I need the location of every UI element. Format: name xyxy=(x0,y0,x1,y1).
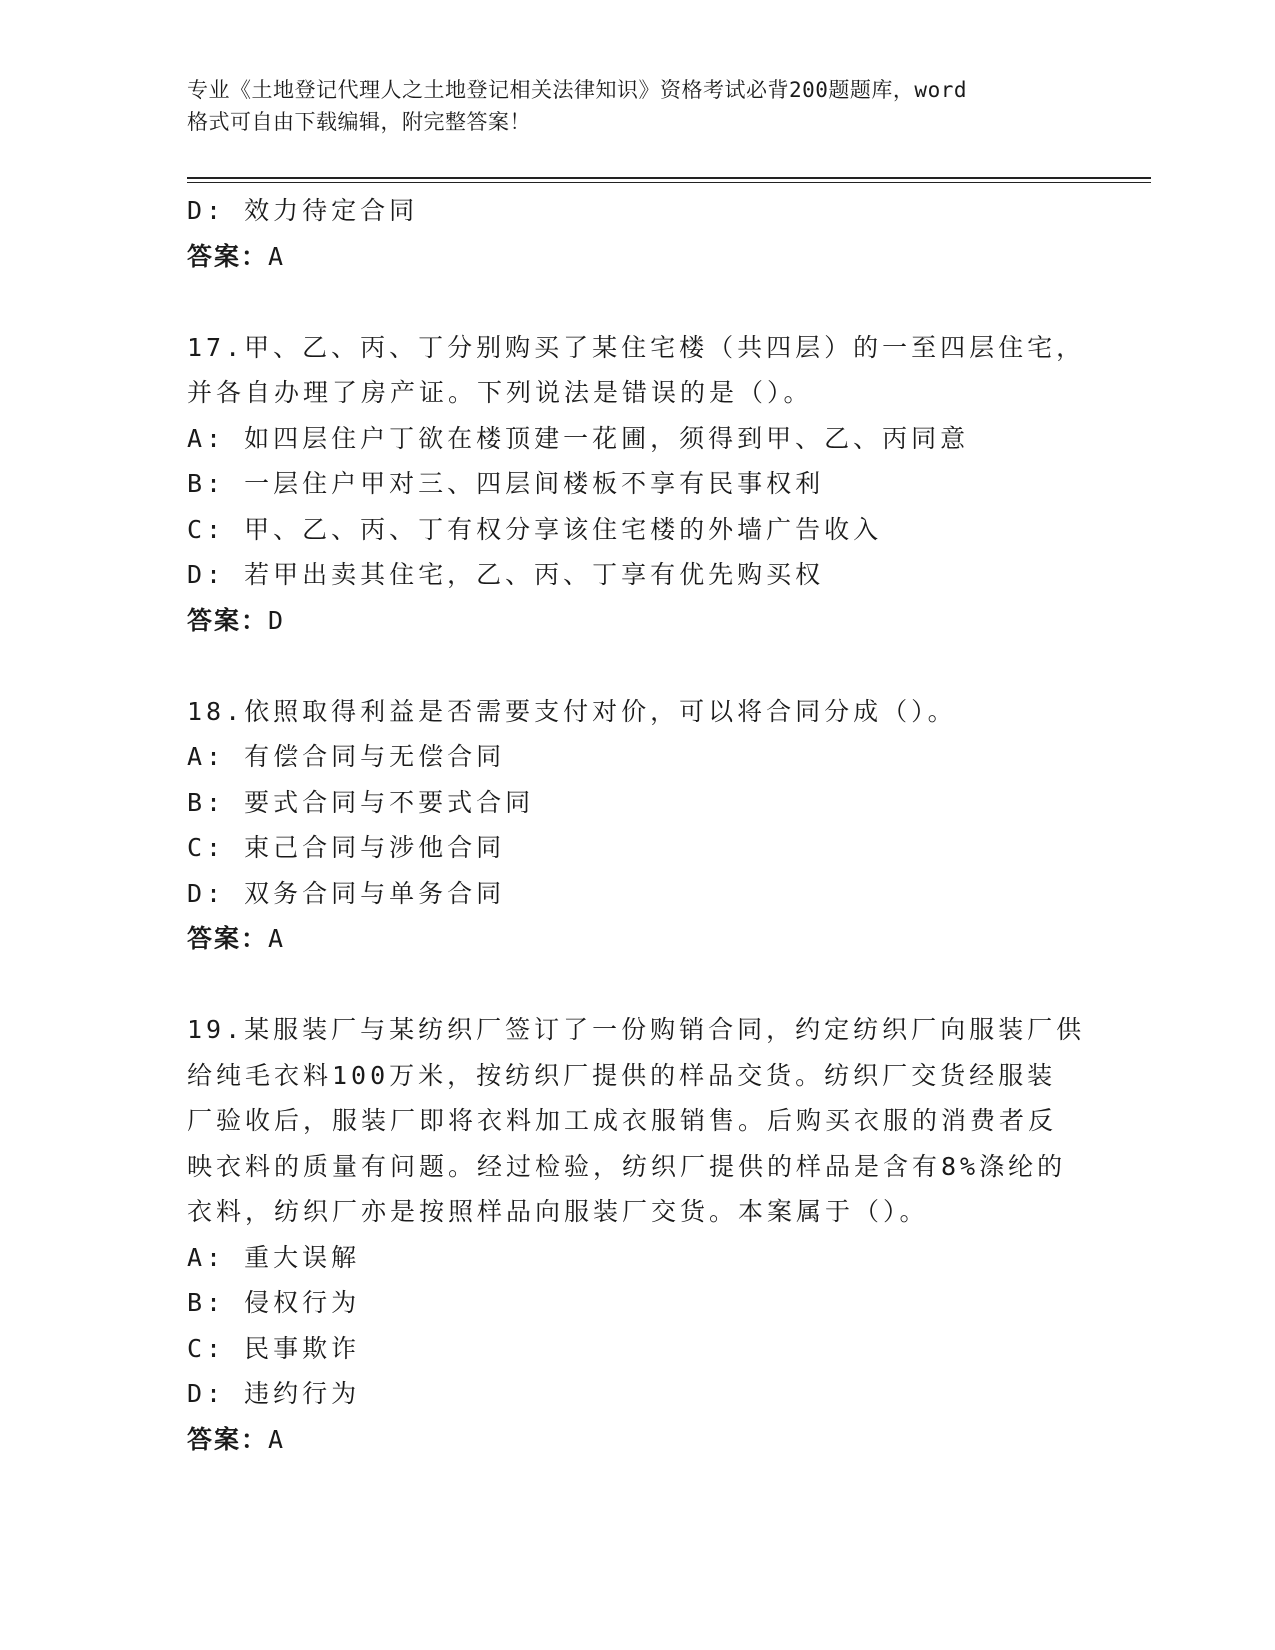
question-18 xyxy=(187,689,1087,962)
option-b: B: 要式合同与不要式合同 xyxy=(187,787,535,817)
answer-label: 答案： xyxy=(187,241,269,271)
question-list xyxy=(187,188,1087,1462)
option-a: A: 有偿合同与无偿合同 xyxy=(187,742,506,771)
option-c: C: 民事欺诈 xyxy=(187,1333,361,1363)
question-stem-line: 并各自办理了房产证。下列说法是错误的是（）。 xyxy=(187,378,813,407)
answer-line xyxy=(187,916,1087,962)
spacer xyxy=(187,643,1087,689)
option-d: D: 效力待定合同 xyxy=(187,196,419,225)
answer-label: 答案： xyxy=(187,1424,269,1454)
question-stem-line: 18.依照取得利益是否需要支付对价，可以将合同分成（）。 xyxy=(187,696,957,726)
option-a: A: 重大误解 xyxy=(187,1242,361,1272)
question-16-tail xyxy=(187,188,1087,279)
question-stem-line: 衣料，纺织厂亦是按照样品向服装厂交货。本案属于（）。 xyxy=(187,1197,929,1226)
answer-value: A xyxy=(268,241,286,271)
question-19 xyxy=(187,1007,1087,1462)
option-b: B: 一层住户甲对三、四层间楼板不享有民事权利 xyxy=(187,469,825,498)
question-17 xyxy=(187,325,1087,644)
answer-value: A xyxy=(268,924,286,953)
answer-line xyxy=(187,1417,1087,1463)
option-c: C: 甲、乙、丙、丁有权分享该住宅楼的外墙广告收入 xyxy=(187,514,883,544)
option-b: B: 侵权行为 xyxy=(187,1288,361,1317)
option-d: D: 若甲出卖其住宅，乙、丙、丁享有优先购买权 xyxy=(187,560,825,589)
option-c: C: 束己合同与涉他合同 xyxy=(187,833,506,862)
answer-line xyxy=(187,598,1087,644)
answer-value: D xyxy=(268,605,286,635)
spacer xyxy=(187,279,1087,325)
answer-value: A xyxy=(268,1424,286,1454)
answer-label: 答案： xyxy=(187,924,269,953)
option-a: A: 如四层住户丁欲在楼顶建一花圃，须得到甲、乙、丙同意 xyxy=(187,423,970,453)
answer-label: 答案： xyxy=(187,605,269,635)
question-stem-line: 厂验收后，服装厂即将衣料加工成衣服销售。后购买衣服的消费者反 xyxy=(187,1106,1058,1135)
question-stem-line: 19.某服装厂与某纺织厂签订了一份购销合同，约定纺织厂向服装厂供 xyxy=(187,1015,1086,1044)
question-stem-line: 给纯毛衣料100万米，按纺织厂提供的样品交货。纺织厂交货经服装 xyxy=(187,1060,1057,1090)
header-divider-thick xyxy=(187,177,1151,179)
document-header xyxy=(187,74,1087,138)
option-d: D: 违约行为 xyxy=(187,1379,361,1408)
spacer xyxy=(187,962,1087,1008)
header-title-line-1: 专业《土地登记代理人之土地登记相关法律知识》资格考试必背200题题库，word xyxy=(187,78,967,102)
question-stem-line: 映衣料的质量有问题。经过检验，纺织厂提供的样品是含有8%涤纶的 xyxy=(187,1151,1067,1181)
option-d: D: 双务合同与单务合同 xyxy=(187,878,506,908)
answer-line xyxy=(187,234,1087,280)
question-stem-line: 17.甲、乙、丙、丁分别购买了某住宅楼（共四层）的一至四层住宅， xyxy=(187,332,1086,362)
header-title-line-2: 格式可自由下载编辑，附完整答案！ xyxy=(187,110,531,134)
header-divider-thin xyxy=(187,182,1151,183)
